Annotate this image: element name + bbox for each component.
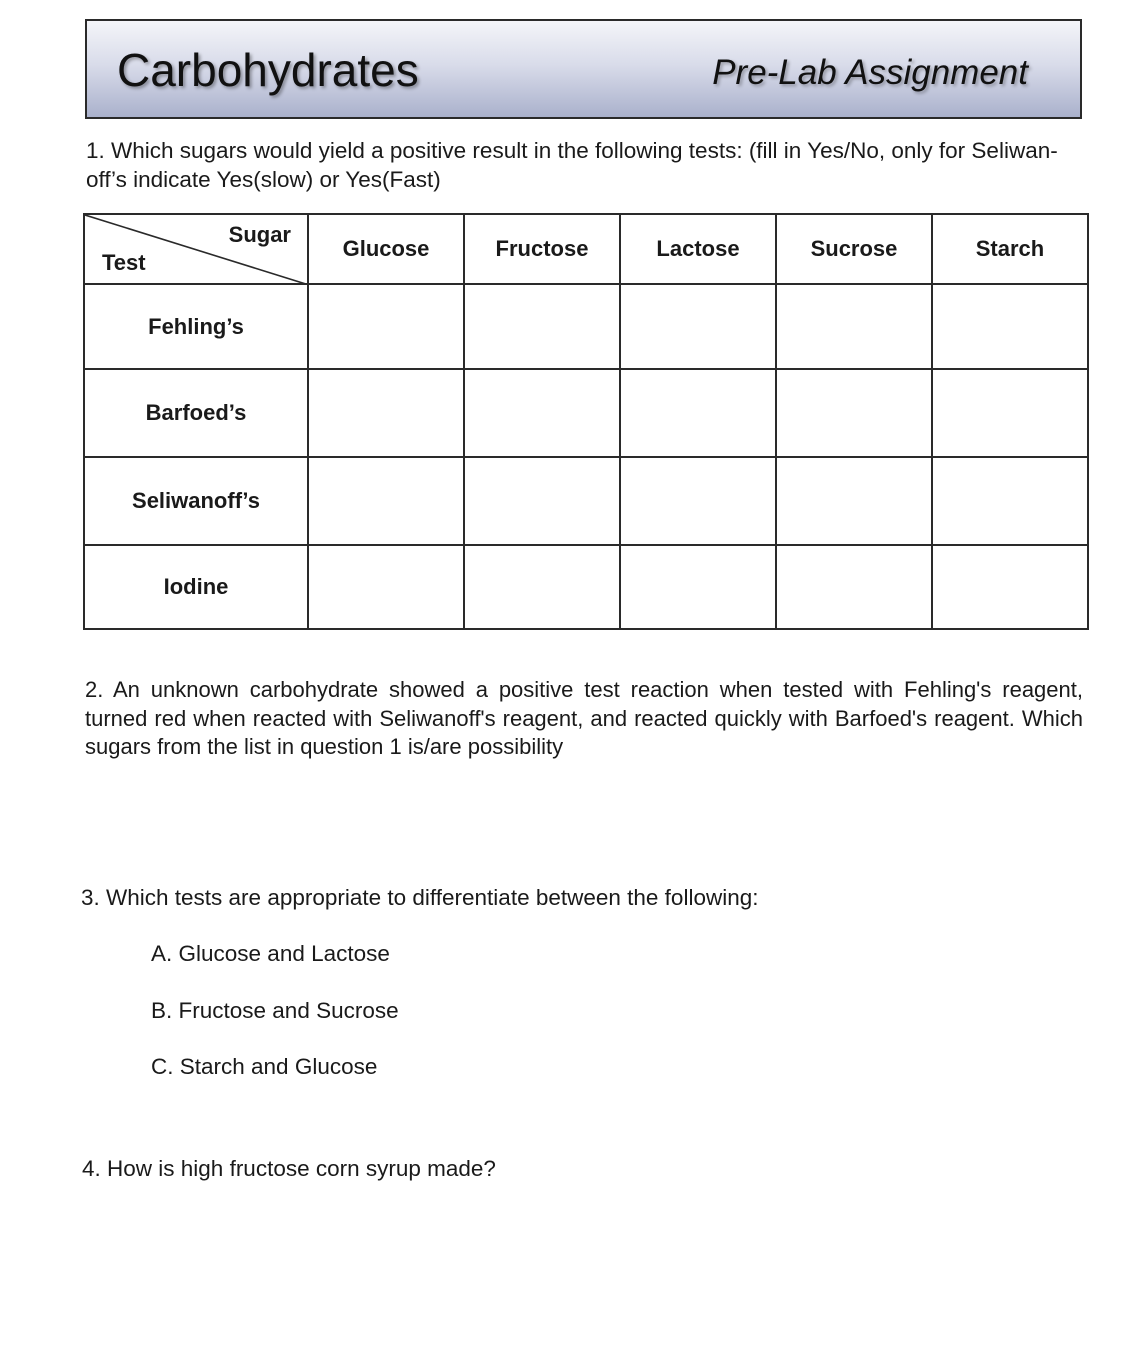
question-1: 1. Which sugars would yield a positive result in the following tests: (fill in Yes/No, only for Seliwan-off’s indicate Yes(slow) or Yes(Fast) [86, 138, 1058, 192]
test-label-iodine: Iodine [84, 545, 308, 629]
page-title: Carbohydrates [117, 44, 419, 96]
question-3-option-a: A. Glucose and Lactose [151, 941, 390, 966]
sugar-header-sucrose: Sucrose [776, 214, 932, 284]
corner-sugar-label: Sugar [228, 222, 291, 247]
answer-cell[interactable] [464, 284, 620, 369]
answer-cell[interactable] [932, 284, 1088, 369]
answer-cell[interactable] [620, 545, 776, 629]
table-row [84, 457, 1088, 545]
answer-cell[interactable] [620, 457, 776, 545]
test-label-fehling: Fehling’s [84, 284, 308, 369]
answer-cell[interactable] [308, 457, 464, 545]
results-table [83, 213, 1089, 630]
test-label-seliwanoff: Seliwanoff’s [84, 457, 308, 545]
answer-cell[interactable] [464, 369, 620, 457]
table-row [84, 369, 1088, 457]
answer-cell[interactable] [776, 284, 932, 369]
sugar-header-starch: Starch [932, 214, 1088, 284]
table-header-row [84, 214, 1088, 284]
answer-cell[interactable] [620, 284, 776, 369]
sugar-header-fructose: Fructose [464, 214, 620, 284]
corner-test-label: Test [102, 250, 146, 275]
answer-cell[interactable] [932, 369, 1088, 457]
question-3: 3. Which tests are appropriate to differentiate between the following: [81, 885, 759, 910]
sugar-header-glucose: Glucose [308, 214, 464, 284]
question-2: 2. An unknown carbohydrate showed a positive test reaction when tested with Fehling's reagent, turned red when reacted with Seliwanoff's reagent, and reacted quickly with Barfoed's reagent. Which sugars from the list in question 1 is/are possibility [85, 677, 1083, 759]
question-3-option-b: B. Fructose and Sucrose [151, 998, 399, 1023]
title-banner [85, 19, 1082, 119]
answer-cell[interactable] [464, 457, 620, 545]
page-subtitle: Pre-Lab Assignment [712, 53, 1028, 92]
question-4: 4. How is high fructose corn syrup made? [82, 1156, 496, 1181]
answer-cell[interactable] [932, 457, 1088, 545]
corner-header [84, 214, 308, 284]
answer-cell[interactable] [308, 545, 464, 629]
sugar-header-lactose: Lactose [620, 214, 776, 284]
answer-cell[interactable] [620, 369, 776, 457]
answer-cell[interactable] [776, 545, 932, 629]
answer-cell[interactable] [776, 457, 932, 545]
table-row [84, 545, 1088, 629]
answer-cell[interactable] [776, 369, 932, 457]
answer-cell[interactable] [308, 369, 464, 457]
answer-cell[interactable] [464, 545, 620, 629]
answer-cell[interactable] [308, 284, 464, 369]
answer-cell[interactable] [932, 545, 1088, 629]
question-3-option-c: C. Starch and Glucose [151, 1054, 378, 1079]
table-row [84, 284, 1088, 369]
test-label-barfoed: Barfoed’s [84, 369, 308, 457]
